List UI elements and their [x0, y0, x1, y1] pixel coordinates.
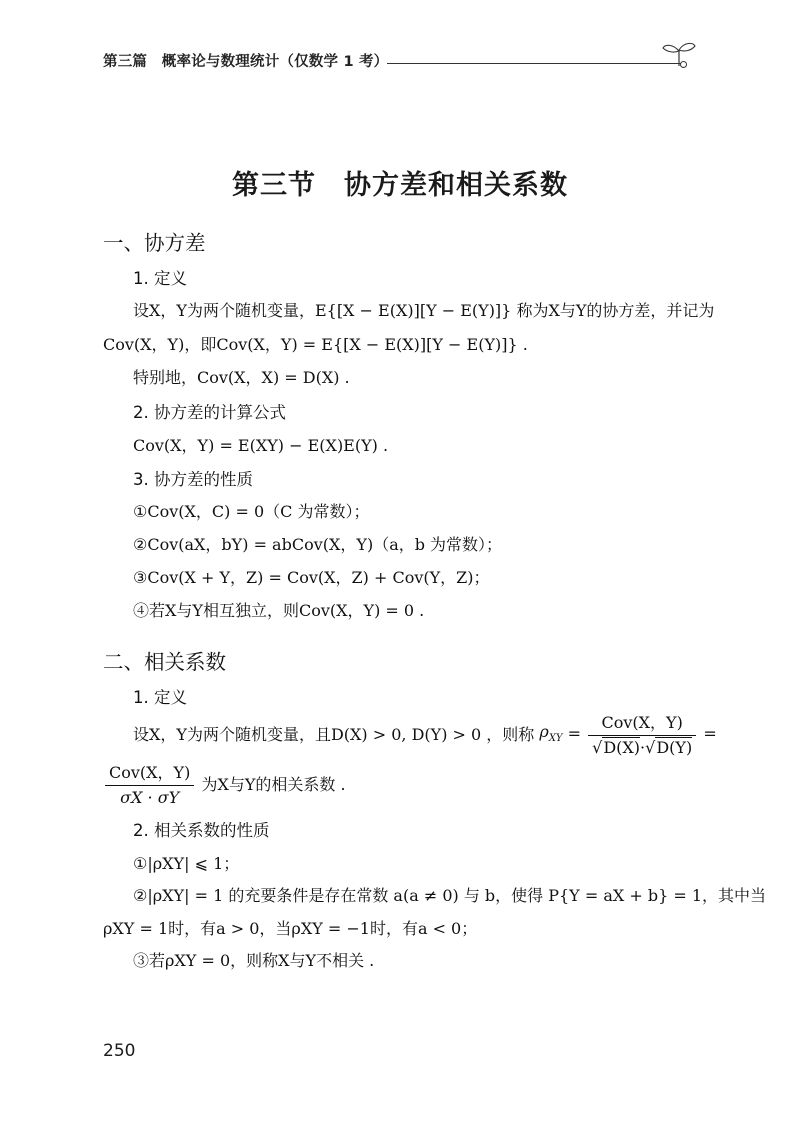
running-header	[103, 50, 703, 74]
section-heading-covariance: 一、协方差	[103, 231, 206, 255]
property-item: ④若X与Y相互独立，则Cov(X，Y) = 0 .	[133, 601, 425, 620]
definition-line-2: Cov(X，Y)，即Cov(X，Y) = E{[X − E(X)][Y − E(Y)]} .	[103, 335, 528, 354]
property-item: ①Cov(X，C) = 0（C 为常数）；	[133, 502, 370, 521]
correlation-fraction	[588, 710, 696, 757]
definition-prefix: 设X，Y为两个随机变量，且D(X) > 0, D(Y) > 0 ，则称	[133, 725, 535, 744]
correlation-definition-line-2	[103, 760, 346, 807]
correlation-definition-line-1	[133, 710, 717, 757]
definition-suffix: 为X与Y的相关系数 .	[201, 775, 346, 794]
subheading-properties: 3. 协方差的性质	[133, 470, 253, 489]
property-item: ③Cov(X + Y，Z) = Cov(X，Z) + Cov(Y，Z)；	[133, 568, 490, 587]
fraction-denominator: √D(X)·√D(Y)	[592, 738, 693, 757]
page-number: 250	[103, 1041, 136, 1061]
property-item: ③若ρXY = 0，则称X与Y不相关 .	[133, 951, 375, 970]
property-item: ②Cov(aX，bY) = abCov(X，Y)（a，b 为常数）；	[133, 535, 503, 554]
covariance-formula: Cov(X，Y) = E(XY) − E(X)E(Y) .	[133, 436, 389, 455]
property-item: ①|ρXY| ⩽ 1；	[133, 854, 240, 873]
fraction-denominator: σX · σY	[120, 788, 180, 807]
fraction-numerator: Cov(X，Y)	[105, 760, 194, 786]
property-item: ②|ρXY| = 1 的充要条件是存在常数 a(a ≠ 0) 与 b，使得 P{Y = aX + b} = 1，其中当	[133, 886, 767, 905]
sprout-icon	[659, 38, 699, 68]
sigma-fraction	[105, 760, 194, 807]
definition-line-3: 特别地，Cov(X，X) = D(X) .	[133, 368, 350, 387]
property-item-continuation: ρXY = 1时，有a > 0，当ρXY = −1时，有a < 0；	[103, 919, 478, 938]
subheading-formula: 2. 协方差的计算公式	[133, 403, 286, 422]
header-rule	[387, 63, 683, 64]
definition-line-1: 设X，Y为两个随机变量，E{[X − E(X)][Y − E(Y)]} 称为X与Y的协方差，并记为	[133, 301, 715, 320]
subheading-correlation-properties: 2. 相关系数的性质	[133, 821, 270, 840]
rho-symbol: $\rho_{XY}$	[539, 722, 563, 745]
header-text: 第三篇 概率论与数理统计（仅数学 1 考）	[103, 54, 389, 70]
subheading-definition: 1. 定义	[133, 688, 187, 707]
subheading-definition: 1. 定义	[133, 269, 187, 288]
chapter-title: 第三节 协方差和相关系数	[232, 170, 568, 201]
fraction-numerator: Cov(X，Y)	[588, 710, 696, 736]
section-heading-correlation: 二、相关系数	[103, 650, 226, 674]
equals-sign: =	[703, 724, 717, 743]
equals-sign: =	[567, 724, 582, 743]
